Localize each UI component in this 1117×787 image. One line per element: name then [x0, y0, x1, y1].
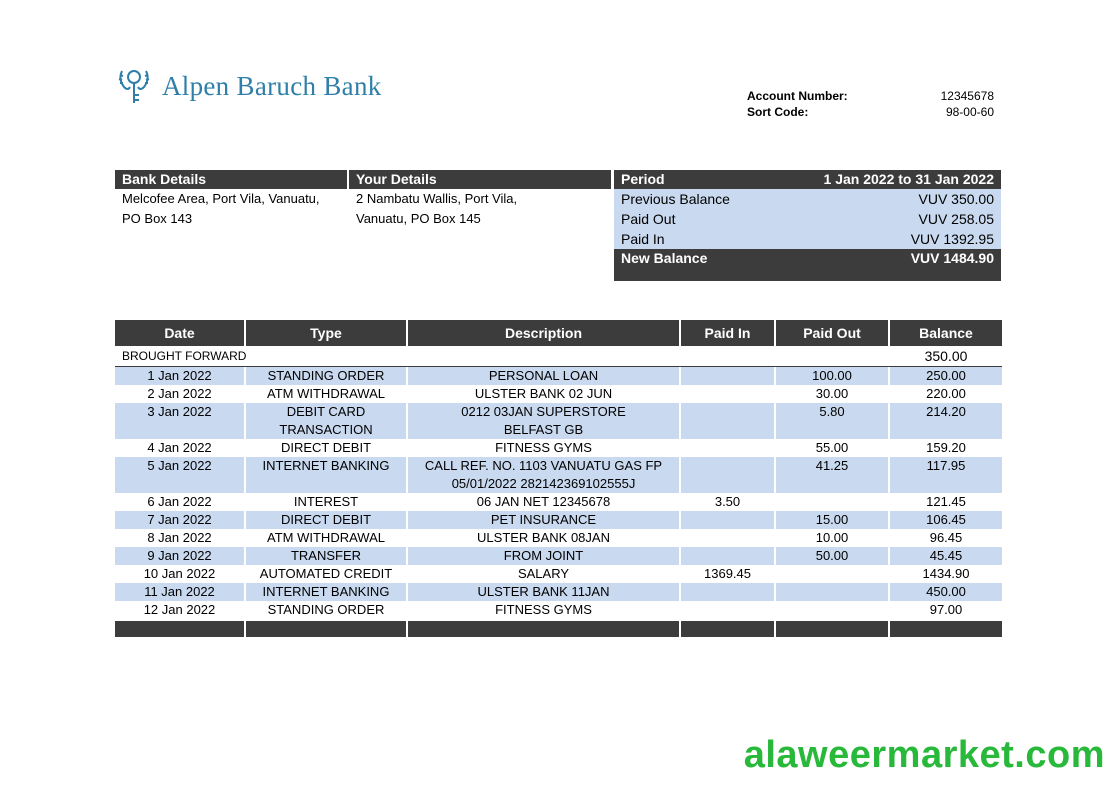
header-balance: Balance [890, 320, 1002, 346]
paid-out-row [614, 209, 1001, 229]
paid-in-value: VUV 1392.95 [910, 231, 994, 247]
previous-balance-row [614, 189, 1001, 209]
row-description [408, 493, 679, 511]
row-description-line: 0212 03JAN SUPERSTORE [461, 404, 626, 419]
header-type: Type [246, 320, 406, 346]
row-description-line: ULSTER BANK 11JAN [477, 584, 610, 599]
table-row [115, 547, 1002, 565]
brought-forward-label: BROUGHT FORWARD [115, 346, 404, 366]
table-row [115, 439, 1002, 457]
paid-in-label: Paid In [621, 231, 665, 247]
row-paid-out [776, 493, 888, 511]
row-type-line: STANDING ORDER [267, 602, 385, 617]
period-row [614, 170, 1001, 189]
row-description-line: 05/01/2022 282142369102555J [451, 476, 636, 491]
table-row [115, 511, 1002, 529]
row-type [246, 493, 406, 511]
your-details-block [349, 170, 611, 229]
previous-balance-value: VUV 350.00 [918, 191, 994, 207]
row-description [408, 439, 679, 457]
table-row [115, 493, 1002, 511]
row-type-line: ATM WITHDRAWAL [267, 386, 385, 401]
your-details-line2: Vanuatu, PO Box 145 [356, 211, 481, 226]
row-balance: 117.95 [890, 457, 1002, 493]
row-type [246, 367, 406, 385]
bank-details-heading: Bank Details [115, 170, 347, 189]
row-description [408, 457, 679, 493]
header-paid-out: Paid Out [776, 320, 888, 346]
table-row [115, 385, 1002, 403]
row-type-line: DIRECT DEBIT [280, 440, 372, 455]
row-paid-out: 5.80 [776, 403, 888, 439]
row-paid-out: 15.00 [776, 511, 888, 529]
row-paid-out: 41.25 [776, 457, 888, 493]
row-description [408, 601, 679, 619]
table-header [115, 320, 1002, 346]
row-balance: 214.20 [890, 403, 1002, 439]
row-balance: 121.45 [890, 493, 1002, 511]
row-description [408, 565, 679, 583]
row-balance: 1434.90 [890, 565, 1002, 583]
row-balance: 106.45 [890, 511, 1002, 529]
table-row [115, 583, 1002, 601]
row-date: 5 Jan 2022 [115, 457, 244, 493]
row-balance: 45.45 [890, 547, 1002, 565]
row-type-line: INTERNET BANKING [262, 584, 390, 599]
bank-details-line1: Melcofee Area, Port Vila, Vanuatu, [122, 191, 320, 206]
row-paid-in [681, 403, 774, 439]
row-date: 10 Jan 2022 [115, 565, 244, 583]
row-balance: 159.20 [890, 439, 1002, 457]
period-footer-bar [614, 268, 1001, 281]
bank-details-block [115, 170, 347, 229]
row-date: 6 Jan 2022 [115, 493, 244, 511]
row-paid-out: 30.00 [776, 385, 888, 403]
row-paid-out: 55.00 [776, 439, 888, 457]
table-body [115, 367, 1002, 619]
new-balance-row [614, 249, 1001, 268]
row-description [408, 529, 679, 547]
header-date: Date [115, 320, 244, 346]
row-type-line: INTEREST [293, 494, 359, 509]
row-balance: 450.00 [890, 583, 1002, 601]
row-description [408, 367, 679, 385]
row-type-line: ATM WITHDRAWAL [267, 530, 385, 545]
period-value: 1 Jan 2022 to 31 Jan 2022 [823, 171, 994, 187]
brought-forward-balance: 350.00 [890, 346, 1002, 366]
table-row [115, 601, 1002, 619]
row-type-line: TRANSACTION [279, 422, 373, 437]
row-description [408, 511, 679, 529]
paid-out-value: VUV 258.05 [918, 211, 994, 227]
header-description: Description [408, 320, 679, 346]
sort-code-label: Sort Code: [747, 105, 809, 119]
row-type [246, 457, 406, 493]
period-label: Period [621, 171, 665, 187]
row-description-line: FITNESS GYMS [495, 440, 592, 455]
row-balance: 96.45 [890, 529, 1002, 547]
row-type [246, 403, 406, 439]
row-description-line: FITNESS GYMS [495, 602, 592, 617]
row-paid-out [776, 583, 888, 601]
row-description-line: ULSTER BANK 02 JUN [474, 386, 613, 401]
paid-out-label: Paid Out [621, 211, 676, 227]
new-balance-label: New Balance [621, 250, 708, 266]
row-balance: 250.00 [890, 367, 1002, 385]
table-row [115, 529, 1002, 547]
row-type [246, 511, 406, 529]
table-row [115, 403, 1002, 439]
row-paid-out: 50.00 [776, 547, 888, 565]
row-date: 1 Jan 2022 [115, 367, 244, 385]
row-date: 9 Jan 2022 [115, 547, 244, 565]
row-paid-in [681, 547, 774, 565]
row-date: 2 Jan 2022 [115, 385, 244, 403]
your-details-heading: Your Details [349, 170, 611, 189]
account-number-value: 12345678 [940, 89, 994, 103]
row-date: 12 Jan 2022 [115, 601, 244, 619]
row-balance: 220.00 [890, 385, 1002, 403]
key-crest-icon [114, 65, 154, 107]
table-row [115, 367, 1002, 385]
row-type [246, 439, 406, 457]
row-type-line: TRANSFER [290, 548, 362, 563]
row-paid-out: 10.00 [776, 529, 888, 547]
row-type-line: AUTOMATED CREDIT [259, 566, 393, 581]
row-description-line: BELFAST GB [503, 422, 584, 437]
row-description [408, 547, 679, 565]
row-type [246, 583, 406, 601]
row-date: 4 Jan 2022 [115, 439, 244, 457]
transactions-table [115, 320, 1002, 637]
watermark-text: alaweermarket.com [743, 734, 1105, 776]
header-paid-in: Paid In [681, 320, 774, 346]
row-paid-out [776, 601, 888, 619]
account-number-label: Account Number: [747, 89, 848, 103]
row-paid-in: 3.50 [681, 493, 774, 511]
table-row [115, 457, 1002, 493]
row-description-line: 06 JAN NET 12345678 [476, 494, 611, 509]
row-type [246, 601, 406, 619]
row-paid-in [681, 367, 774, 385]
row-paid-in [681, 529, 774, 547]
row-date: 3 Jan 2022 [115, 403, 244, 439]
row-type [246, 529, 406, 547]
paid-in-row [614, 229, 1001, 249]
row-description [408, 403, 679, 439]
row-description [408, 385, 679, 403]
row-type-line: DIRECT DEBIT [280, 512, 372, 527]
row-type-line: DEBIT CARD [286, 404, 366, 419]
row-paid-out [776, 565, 888, 583]
row-type [246, 565, 406, 583]
row-date: 11 Jan 2022 [115, 583, 244, 601]
new-balance-value: VUV 1484.90 [910, 250, 994, 266]
row-balance: 97.00 [890, 601, 1002, 619]
row-description-line: PET INSURANCE [490, 512, 597, 527]
sort-code-value: 98-00-60 [945, 105, 994, 119]
row-description-line: FROM JOINT [503, 548, 584, 563]
brought-forward-row [115, 346, 1002, 366]
row-type-line: INTERNET BANKING [262, 458, 390, 473]
bank-name: Alpen Baruch Bank [162, 70, 382, 101]
row-description-line: CALL REF. NO. 1103 VANUATU GAS FP [424, 458, 663, 473]
period-summary [614, 170, 1001, 281]
row-paid-in: 1369.45 [681, 565, 774, 583]
bank-details-line2: PO Box 143 [122, 211, 193, 226]
row-description-line: ULSTER BANK 08JAN [477, 530, 610, 545]
row-paid-in [681, 385, 774, 403]
row-paid-in [681, 583, 774, 601]
row-paid-out: 100.00 [776, 367, 888, 385]
row-paid-in [681, 601, 774, 619]
bank-logo [114, 64, 382, 108]
row-type-line: STANDING ORDER [267, 368, 385, 383]
row-type [246, 385, 406, 403]
row-date: 7 Jan 2022 [115, 511, 244, 529]
your-details-line1: 2 Nambatu Wallis, Port Vila, [356, 191, 518, 206]
row-description-line: SALARY [517, 566, 570, 581]
row-description [408, 583, 679, 601]
row-paid-in [681, 439, 774, 457]
previous-balance-label: Previous Balance [621, 191, 730, 207]
table-row [115, 565, 1002, 583]
table-footer [115, 621, 1002, 637]
row-type [246, 547, 406, 565]
row-description-line: PERSONAL LOAN [488, 368, 599, 383]
row-paid-in [681, 457, 774, 493]
row-date: 8 Jan 2022 [115, 529, 244, 547]
row-paid-in [681, 511, 774, 529]
